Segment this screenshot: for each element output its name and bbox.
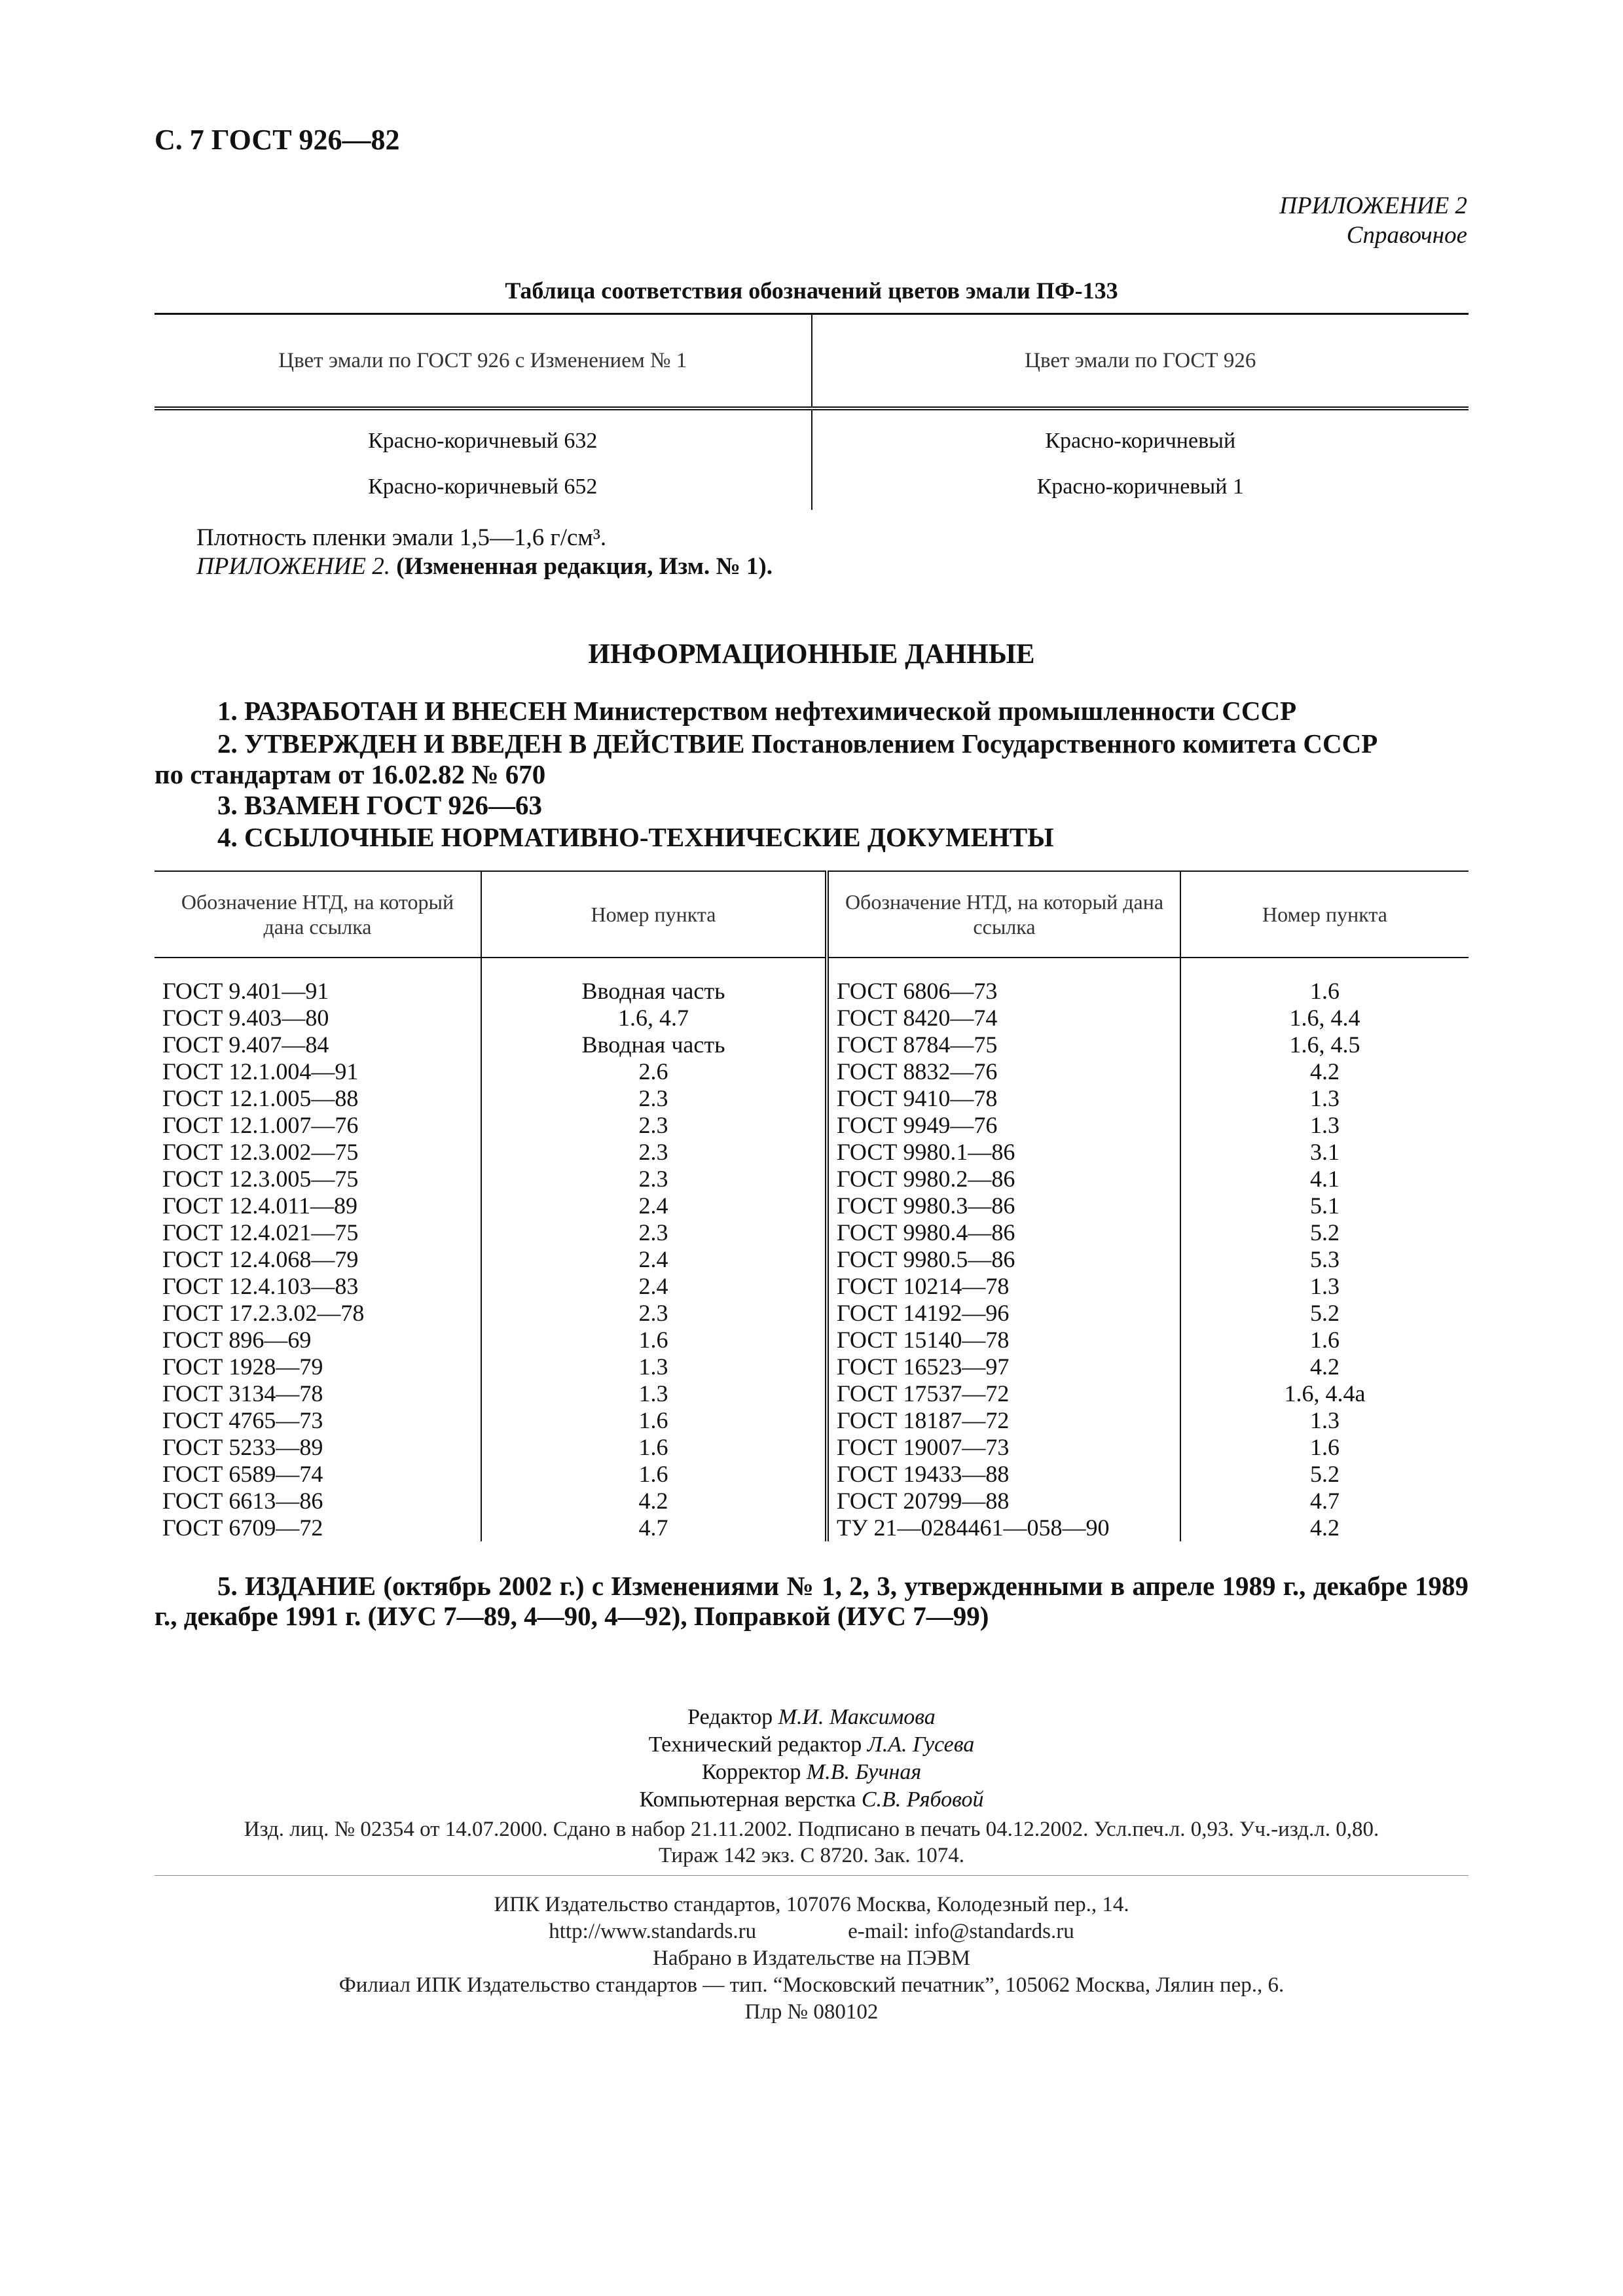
table-cell: ГОСТ 12.1.007—76 — [155, 1112, 481, 1139]
editor-line — [155, 1759, 1468, 1786]
table-cell: 1.3 — [481, 1354, 827, 1380]
editor-name: С.В. Рябовой — [861, 1787, 984, 1812]
typeset-note: Набрано в Издательстве на ПЭВМ — [653, 1946, 970, 1970]
column-header: Номер пункта — [1262, 903, 1387, 926]
table-cell: 1.6 — [481, 1327, 827, 1354]
table-cell: 1.6 — [1310, 1434, 1340, 1460]
table-cell: ГОСТ 12.3.002—75 — [155, 1139, 481, 1166]
table-cell: 1.3 — [481, 1380, 827, 1407]
table-cell: Красно-коричневый — [1045, 429, 1236, 453]
contact-line — [155, 1918, 1468, 1945]
item-2-text: Постановлением Государственного комитета СССР — [751, 728, 1378, 759]
table-row — [155, 1166, 1468, 1193]
table-cell: ГОСТ 17.2.3.02—78 — [155, 1300, 481, 1327]
table-cell: 1.6 — [481, 1407, 827, 1434]
table-cell: ГОСТ 4765—73 — [155, 1407, 481, 1434]
color-correspondence-table — [155, 313, 1468, 510]
table-cell: 1.6, 4.4 — [1289, 1005, 1360, 1031]
website-link[interactable]: http://www.standards.ru — [549, 1920, 757, 1943]
table-cell: 1.3 — [1310, 1085, 1340, 1111]
info-item-4: 4. ССЫЛОЧНЫЕ НОРМАТИВНО-ТЕХНИЧЕСКИЕ ДОКУМЕНТЫ — [217, 822, 1054, 852]
table-cell: 2.4 — [481, 1193, 827, 1219]
table-cell: 1.3 — [1310, 1273, 1340, 1299]
table-row — [155, 958, 1468, 1005]
table-cell: ГОСТ 9980.1—86 — [827, 1139, 1180, 1166]
editor-line — [155, 1704, 1468, 1731]
table-cell: ГОСТ 6806—73 — [827, 958, 1180, 1005]
table-cell: ГОСТ 9949—76 — [827, 1112, 1180, 1139]
table-cell: ГОСТ 896—69 — [155, 1327, 481, 1354]
info-item-1 — [217, 697, 1296, 725]
table-cell: ГОСТ 9980.5—86 — [827, 1246, 1180, 1273]
table-cell: 2.3 — [481, 1219, 827, 1246]
item-2-heading: 2. УТВЕРЖДЕН И ВВЕДЕН В ДЕЙСТВИЕ — [217, 728, 745, 759]
table-cell: ГОСТ 10214—78 — [827, 1273, 1180, 1300]
table-cell: 1.3 — [1310, 1407, 1340, 1433]
column-header: Цвет эмали по ГОСТ 926 — [1025, 348, 1256, 372]
table-cell: ГОСТ 14192—96 — [827, 1300, 1180, 1327]
table-cell: 3.1 — [1310, 1139, 1340, 1165]
table-cell: ГОСТ 12.1.004—91 — [155, 1058, 481, 1085]
table-cell: ГОСТ 18187—72 — [827, 1407, 1180, 1434]
editor-line — [155, 1731, 1468, 1759]
table-cell: ГОСТ 12.4.021—75 — [155, 1219, 481, 1246]
item-1-text: Министерством нефтехимической промышленности СССР — [574, 696, 1297, 726]
table-cell: ГОСТ 8784—75 — [827, 1031, 1180, 1058]
plr-number: Плр № 080102 — [744, 2000, 879, 2024]
table-cell: ГОСТ 3134—78 — [155, 1380, 481, 1407]
publication-line-2: Тираж 142 экз. С 8720. Зак. 1074. — [659, 1844, 964, 1867]
table-cell: ГОСТ 1928—79 — [155, 1354, 481, 1380]
item-1-heading: 1. РАЗРАБОТАН И ВНЕСЕН — [217, 696, 567, 726]
table-cell: 1.6 — [481, 1434, 827, 1461]
email-link[interactable]: e-mail: info@standards.ru — [848, 1920, 1074, 1943]
table-cell: ГОСТ 8420—74 — [827, 1005, 1180, 1031]
table-cell: 5.2 — [1310, 1219, 1340, 1246]
table-row — [155, 1273, 1468, 1300]
table-cell: ГОСТ 20799—88 — [827, 1488, 1180, 1515]
table-cell: 4.1 — [1310, 1166, 1340, 1192]
table-cell: ГОСТ 9410—78 — [827, 1085, 1180, 1112]
density-note: Плотность пленки эмали 1,5—1,6 г/см³. — [196, 524, 607, 551]
table-cell: 1.6, 4.4а — [1284, 1380, 1366, 1407]
appendix-ref: ПРИЛОЖЕНИЕ 2. — [196, 553, 390, 580]
reference-table-body — [155, 958, 1468, 1541]
color-table-title: Таблица соответствия обозначений цветов эмали ПФ-133 — [505, 278, 1118, 304]
table-cell: 2.4 — [481, 1246, 827, 1273]
table-row — [155, 1327, 1468, 1354]
table-cell: ГОСТ 6709—72 — [155, 1515, 481, 1541]
table-cell: Вводная часть — [481, 958, 827, 1005]
column-header: Цвет эмали по ГОСТ 926 с Изменением № 1 — [155, 314, 812, 409]
publication-info — [155, 1816, 1468, 1869]
table-row — [155, 1380, 1468, 1407]
table-cell: 2.4 — [481, 1273, 827, 1300]
imprint-block — [155, 1892, 1468, 2026]
publisher-address: ИПК Издательство стандартов, 107076 Москва, Колодезный пер., 14. — [494, 1893, 1129, 1916]
info-item-2-continuation: по стандартам от 16.02.82 № 670 — [155, 759, 546, 789]
table-cell: 4.7 — [481, 1515, 827, 1541]
editor-name: М.В. Бучная — [806, 1760, 922, 1784]
table-row — [155, 1461, 1468, 1488]
table-cell: ГОСТ 12.4.011—89 — [155, 1193, 481, 1219]
table-cell: ГОСТ 8832—76 — [827, 1058, 1180, 1085]
table-row — [155, 1005, 1468, 1031]
divider — [155, 1875, 1468, 1876]
column-header: Обозначение НТД, на который дана ссылка — [827, 871, 1180, 958]
editors-block — [155, 1704, 1468, 1814]
table-header-row — [155, 871, 1468, 958]
table-cell: 2.6 — [481, 1058, 827, 1085]
table-cell: 2.3 — [481, 1085, 827, 1112]
table-row — [155, 1300, 1468, 1327]
table-cell: ГОСТ 6589—74 — [155, 1461, 481, 1488]
table-cell: ГОСТ 12.4.068—79 — [155, 1246, 481, 1273]
column-header: Обозначение НТД, на который дана ссылка — [155, 871, 481, 958]
table-row — [155, 1139, 1468, 1166]
table-cell: ГОСТ 9.407—84 — [155, 1031, 481, 1058]
table-cell: 1.6 — [1310, 1327, 1340, 1353]
info-item-3: 3. ВЗАМЕН ГОСТ 926—63 — [217, 790, 542, 820]
editor-role: Корректор — [701, 1760, 801, 1784]
table-cell: ГОСТ 12.1.005—88 — [155, 1085, 481, 1112]
table-cell: 1.6, 4.5 — [1289, 1031, 1360, 1058]
appendix-subtitle: Справочное — [1346, 222, 1467, 249]
reference-documents-table — [155, 870, 1468, 1541]
editor-role: Компьютерная верстка — [639, 1787, 856, 1812]
table-cell: ГОСТ 12.4.103—83 — [155, 1273, 481, 1300]
branch-address: Филиал ИПК Издательство стандартов — тип. “Московский печатник”, 105062 Москва, Лялин пер., 6. — [338, 1973, 1285, 1997]
column-header: Номер пункта — [481, 871, 827, 958]
table-cell: 1.6 — [481, 1461, 827, 1488]
table-cell: ГОСТ 9980.4—86 — [827, 1219, 1180, 1246]
table-row — [155, 1031, 1468, 1058]
info-item-5: 5. ИЗДАНИЕ (октябрь 2002 г.) с Изменениями № 1, 2, 3, утвержденными в апреле 1989 г., декабре 1989 г., декабре 1991 г. (ИУС 7—89, 4—90, 4—92), Поправкой (ИУС 7—99) — [155, 1571, 1468, 1631]
table-row — [155, 1058, 1468, 1085]
table-cell: 4.2 — [1310, 1354, 1340, 1380]
editor-line — [155, 1786, 1468, 1814]
editor-role: Редактор — [687, 1705, 773, 1729]
appendix-title: ПРИЛОЖЕНИЕ 2 — [1279, 192, 1467, 219]
table-cell: ГОСТ 19433—88 — [827, 1461, 1180, 1488]
table-row — [155, 1193, 1468, 1219]
table-cell: Красно-коричневый 632 — [155, 408, 812, 464]
table-row — [155, 1407, 1468, 1434]
publication-line-1: Изд. лиц. № 02354 от 14.07.2000. Сдано в набор 21.11.2002. Подписано в печать 04.12.2002. Усл.печ.л. 0,93. Уч.-изд.л. 0,80. — [244, 1818, 1379, 1841]
edition-note — [196, 552, 773, 581]
table-cell: 5.1 — [1310, 1193, 1340, 1219]
table-cell: ГОСТ 9980.2—86 — [827, 1166, 1180, 1193]
table-cell: 4.2 — [1310, 1058, 1340, 1085]
table-cell: Красно-коричневый 1 — [1036, 475, 1244, 499]
table-cell: ГОСТ 9980.3—86 — [827, 1193, 1180, 1219]
table-cell: ГОСТ 5233—89 — [155, 1434, 481, 1461]
table-cell: 1.3 — [1310, 1112, 1340, 1138]
page-header: С. 7 ГОСТ 926—82 — [155, 124, 400, 156]
table-cell: ГОСТ 9.401—91 — [155, 958, 481, 1005]
table-cell: 4.2 — [481, 1488, 827, 1515]
table-row — [155, 1434, 1468, 1461]
table-header-row — [155, 314, 1468, 409]
appendix-note — [196, 524, 773, 581]
table-cell: 2.3 — [481, 1139, 827, 1166]
table-cell: ГОСТ 16523—97 — [827, 1354, 1180, 1380]
table-cell: 1.6, 4.7 — [481, 1005, 827, 1031]
editor-role: Технический редактор — [648, 1732, 862, 1757]
table-cell: ГОСТ 6613—86 — [155, 1488, 481, 1515]
edition-ref: (Измененная редакция, Изм. № 1). — [396, 553, 773, 580]
editor-name: М.И. Максимова — [778, 1705, 936, 1729]
table-row — [155, 1354, 1468, 1380]
table-row — [155, 1219, 1468, 1246]
info-section-title: ИНФОРМАЦИОННЫЕ ДАННЫЕ — [588, 639, 1035, 670]
table-cell: 4.2 — [1310, 1515, 1340, 1541]
table-row — [155, 1112, 1468, 1139]
table-cell: ГОСТ 12.3.005—75 — [155, 1166, 481, 1193]
table-cell: 4.7 — [1310, 1488, 1340, 1514]
table-cell: 2.3 — [481, 1166, 827, 1193]
table-cell: ГОСТ 17537—72 — [827, 1380, 1180, 1407]
table-row — [155, 464, 1468, 510]
table-cell: 5.2 — [1310, 1461, 1340, 1487]
table-cell: 5.3 — [1310, 1246, 1340, 1272]
table-row — [155, 1515, 1468, 1541]
table-cell: ТУ 21—0284461—058—90 — [827, 1515, 1180, 1541]
table-cell: ГОСТ 15140—78 — [827, 1327, 1180, 1354]
table-cell: Красно-коричневый 652 — [155, 464, 812, 510]
appendix-label — [1279, 191, 1467, 250]
table-cell: 5.2 — [1310, 1300, 1340, 1326]
info-item-2 — [217, 730, 1377, 758]
table-cell: 2.3 — [481, 1112, 827, 1139]
table-row — [155, 1488, 1468, 1515]
table-row — [155, 1246, 1468, 1273]
table-cell: Вводная часть — [481, 1031, 827, 1058]
table-cell: ГОСТ 19007—73 — [827, 1434, 1180, 1461]
table-cell: ГОСТ 9.403—80 — [155, 1005, 481, 1031]
table-row — [155, 408, 1468, 464]
table-row — [155, 1085, 1468, 1112]
editor-name: Л.А. Гусева — [867, 1732, 975, 1757]
table-cell: 2.3 — [481, 1300, 827, 1327]
table-cell: 1.6 — [1310, 978, 1340, 1004]
